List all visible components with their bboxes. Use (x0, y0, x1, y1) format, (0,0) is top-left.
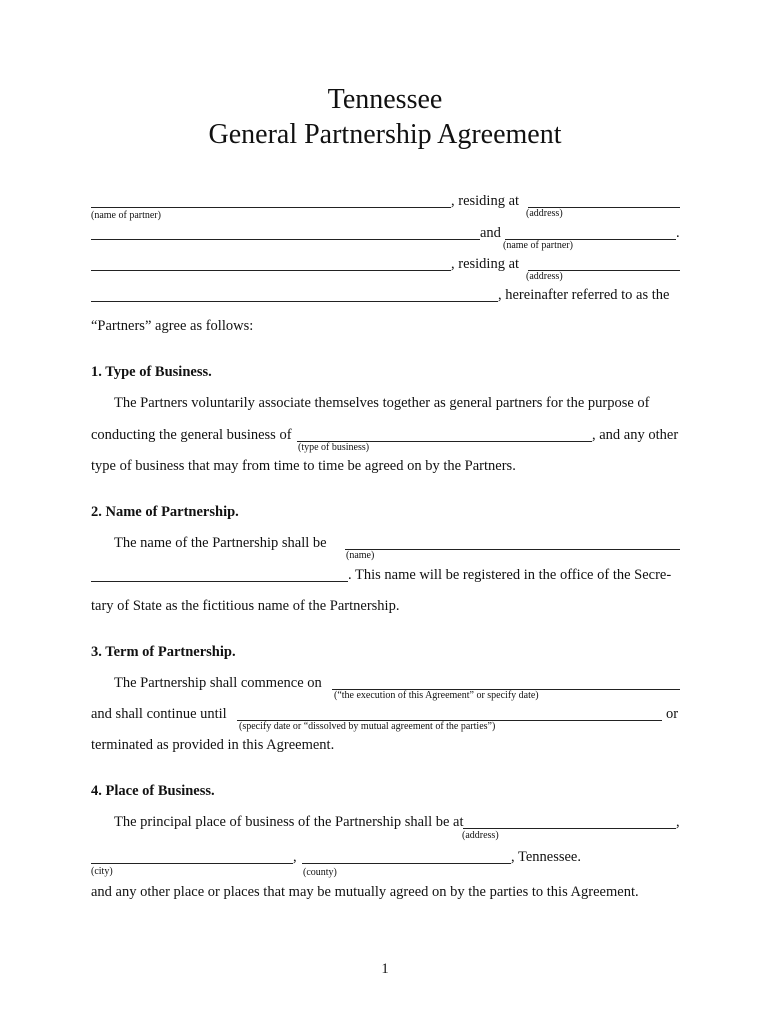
county-blank[interactable] (302, 863, 511, 864)
residing-at-label-1: , residing at (451, 193, 520, 209)
address-caption-1: (address) (526, 208, 563, 219)
address-caption-2: (address) (526, 271, 563, 282)
place-address-blank[interactable] (463, 828, 676, 829)
address-caption-3: (address) (462, 830, 499, 841)
section-4-comma-1: , (676, 814, 680, 830)
hereinafter-text: , hereinafter referred to as the (498, 287, 670, 303)
section-1-line-1: The Partners voluntarily associate themselves together as general partners for the purpose of (114, 395, 650, 411)
partner-2-name-blank[interactable] (91, 239, 480, 240)
section-1-line-3: type of business that may from time to time be agreed on by the Partners. (91, 458, 516, 474)
partnership-name-blank-b[interactable] (91, 581, 348, 582)
commence-caption: (“the execution of this Agreement” or specify date) (334, 690, 539, 701)
residing-at-label-2: , residing at (451, 256, 520, 272)
section-1-line-2-start: conducting the general business of (91, 427, 292, 443)
section-4-line-1: The principal place of business of the Partnership shall be at (114, 814, 464, 830)
section-2-line-2: . This name will be registered in the office of the Secre- (348, 567, 672, 583)
partner-3-name-blank[interactable] (91, 270, 451, 271)
section-2-line-3: tary of State as the fictitious name of the Partnership. (91, 598, 400, 614)
partner-1-name-blank[interactable] (91, 207, 451, 208)
partners-agree-text: “Partners” agree as follows: (91, 318, 254, 334)
section-3-line-2-start: and shall continue until (91, 706, 227, 722)
county-caption: (county) (303, 867, 337, 878)
section-1-line-2-end: , and any other (592, 427, 679, 443)
city-caption: (city) (91, 866, 113, 877)
partnership-name-blank[interactable] (345, 549, 680, 550)
section-1-heading: 1. Type of Business. (91, 364, 212, 380)
partner-4-name-blank[interactable] (91, 301, 498, 302)
period: . (676, 225, 680, 241)
and-label: and (480, 225, 501, 241)
document-title: General Partnership Agreement (208, 119, 562, 150)
page-number: 1 (381, 961, 389, 977)
type-of-business-caption: (type of business) (298, 442, 370, 453)
section-4-comma-2: , (293, 849, 297, 865)
section-4-heading: 4. Place of Business. (91, 783, 215, 799)
name-of-partner-caption-1: (name of partner) (91, 210, 161, 221)
name-caption: (name) (346, 550, 375, 561)
document-title-state: Tennessee (327, 84, 443, 115)
section-3-line-3: terminated as provided in this Agreement. (91, 737, 335, 753)
section-3-heading: 3. Term of Partnership. (91, 644, 236, 660)
section-4-line-3: and any other place or places that may be mutually agreed on by the parties to this Agreement. (91, 884, 639, 900)
section-2-line-1: The name of the Partnership shall be (114, 535, 327, 551)
section-3-line-2-end: or (666, 706, 679, 722)
name-of-partner-caption-2: (name of partner) (503, 240, 573, 251)
section-2-heading: 2. Name of Partnership. (91, 504, 239, 520)
section-3-line-1: The Partnership shall commence on (114, 675, 322, 691)
continue-caption: (specify date or “dissolved by mutual agreement of the parties”) (239, 721, 496, 732)
city-blank[interactable] (91, 863, 293, 864)
state-text: , Tennessee. (511, 849, 581, 865)
